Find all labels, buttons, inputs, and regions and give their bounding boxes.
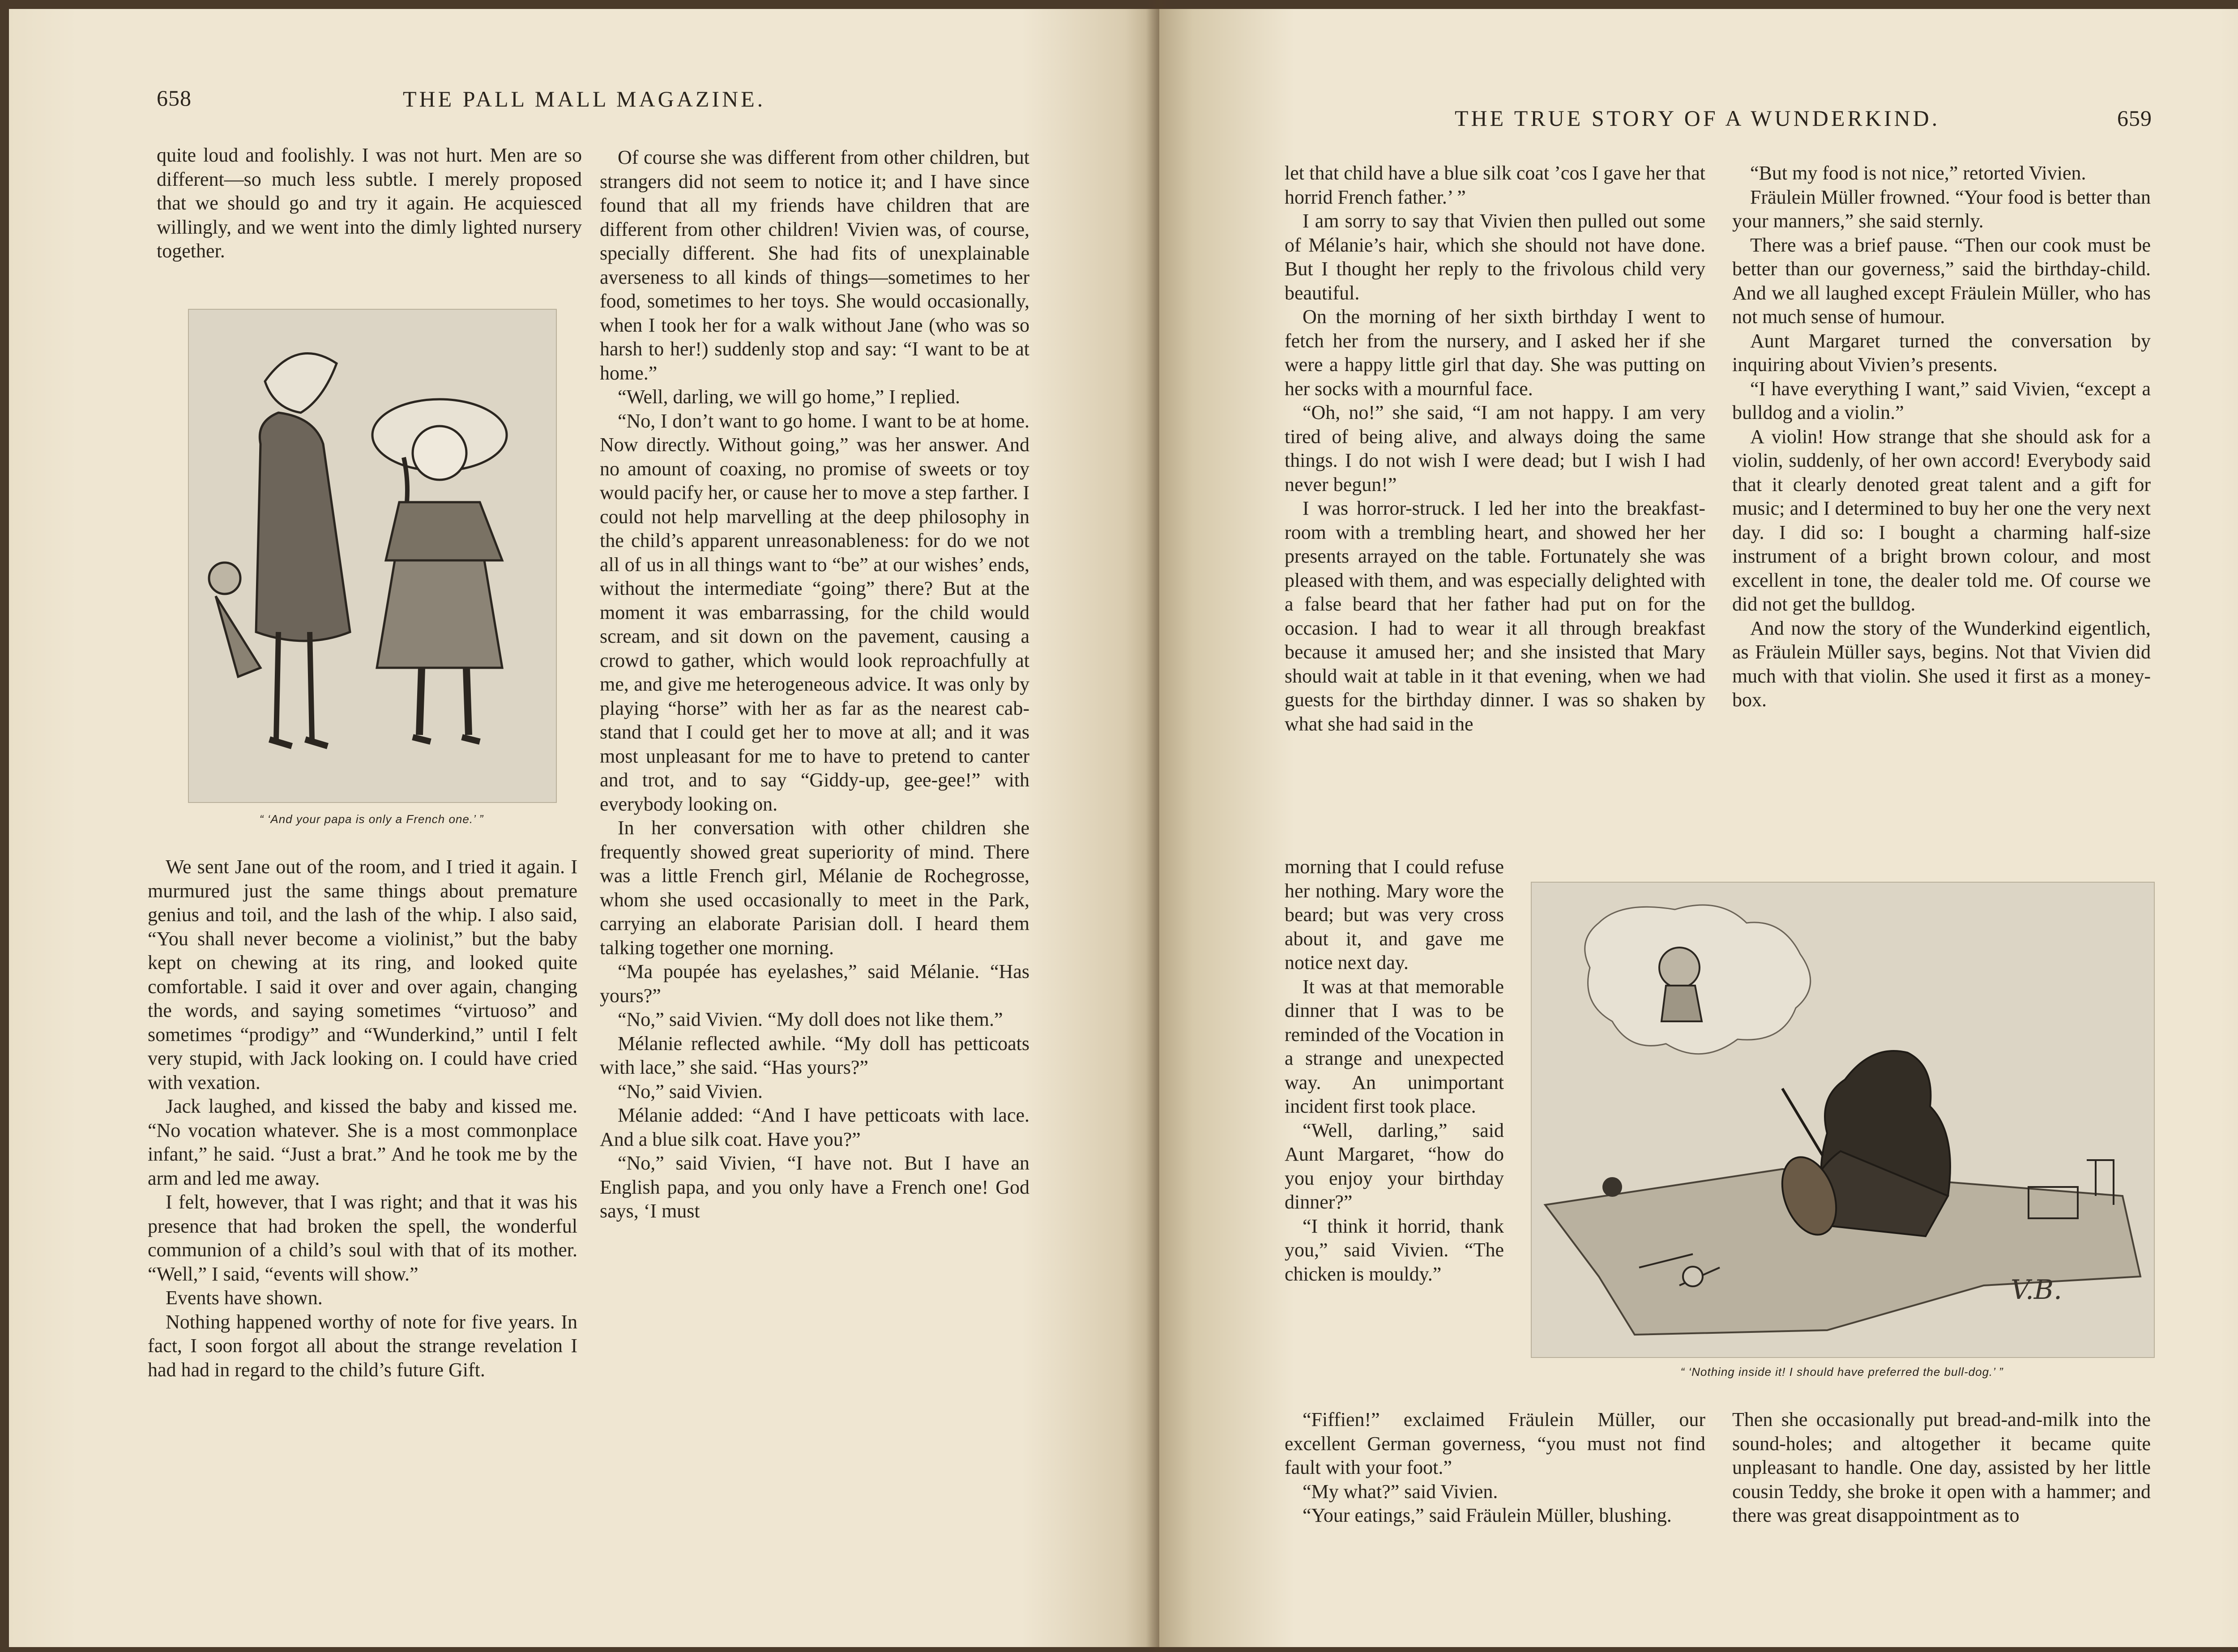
paragraph: “Ma poupée has eyelashes,” said Mélanie. “Has yours?” — [600, 960, 1029, 1007]
paragraph: “No,” said Vivien, “I have not. But I have an English papa, and you only have a French one! God says, ‘I must — [600, 1152, 1029, 1222]
girl-violin-drawing — [1532, 883, 2154, 1357]
running-head: THE TRUE STORY OF A WUNDERKIND. — [1455, 106, 1940, 131]
paragraph: I was horror-struck. I led her into the breakfast-room with a trembling heart, and showed her her presents arrayed on the table. Fortunately she was pleased with them, and was especially delighted with a false beard that her father had put on for the occasion. I had to wear it all through breakfast because it amused her; and she insisted that Mary should wait at table in it that evening, when we had guests for the birthday dinner. I was so shaken by what she had said in the — [1285, 497, 1705, 735]
paragraph: I am sorry to say that Vivien then pulled out some of Mélanie’s hair, which she should not have done. But I thought her reply to the frivolous child very beautiful. — [1285, 210, 1705, 304]
paragraph: Aunt Margaret turned the conversation by inquiring about Vivien’s presents. — [1732, 329, 2151, 376]
paragraph: Mélanie reflected awhile. “My doll has petticoats with lace,” she said. “Has yours?” — [600, 1032, 1029, 1078]
illustration-caption: “ ‘And your papa is only a French one.’ ” — [259, 812, 484, 826]
paragraph: Nothing happened worthy of note for five years. In fact, I soon forgot all about the strange revelation I had had in regard to the child’s future Gift. — [148, 1311, 577, 1381]
paragraph: “Well, darling, we will go home,” I replied. — [618, 386, 960, 408]
paragraph: Of course she was different from other children, but strangers did not seem to notice it; and I have since found that all my friends have children that are different from other children! Vivien was, of course, specially different. She had fits of unexplainable averseness to all kinds of things—sometimes to her food, sometimes to her toys. She would occasionally, when I took her for a walk without Jane (who was so harsh to her!) suddenly stop and say: “I want to be at home.” — [600, 146, 1029, 384]
page-number: 659 — [2117, 106, 2152, 131]
paragraph: “No,” said Vivien. “My doll does not like them.” — [618, 1008, 1003, 1030]
paragraph: “I have everything I want,” said Vivien, “except a bulldog and a violin.” — [1732, 377, 2151, 423]
paragraph: We sent Jane out of the room, and I tried it again. I murmured just the same things about premature genius and toil, and the lash of the whip. I also said, “You shall never become a violinist,” but the baby kept on chewing at its ring, and looked quite comfortable. I said it over and over again, changing the words, and saying sometimes “virtuoso” and sometimes “prodigy” and “Wunderkind,” until I felt very stupid, with Jack looking on. I could have cried with vexation. — [148, 856, 577, 1093]
paragraph: And now the story of the Wunderkind eigentlich, as Fräulein Müller says, begins. Not that Vivien did much with that violin. She used it first as a money-box. — [1732, 617, 2151, 711]
right-col2-bottom — [1732, 1408, 2151, 1528]
paragraph: “But my food is not nice,” retorted Vivien. — [1750, 162, 2086, 184]
left-col1-top — [157, 143, 582, 263]
paragraph: “No,” said Vivien. — [618, 1080, 763, 1102]
left-col2 — [600, 145, 1029, 1223]
paragraph: “I think it horrid, thank you,” said Vivien. “The chicken is mouldy.” — [1285, 1215, 1504, 1285]
illustration-signature: V.B. — [2011, 1274, 2063, 1306]
paragraph: let that child have a blue silk coat ’cos I gave her that horrid French father.’ ” — [1285, 162, 1705, 208]
right-col1-narrow — [1285, 855, 1504, 1286]
running-head: THE PALL MALL MAGAZINE. — [403, 86, 766, 111]
illustration-two-girls — [188, 309, 557, 803]
left-col1-bottom — [148, 855, 577, 1382]
paragraph: “No, I don’t want to go home. I want to be at home. Now directly. Without going,” was her answer. And no amount of coaxing, no promise of sweets or toy would pacify her, or cause her to move a step farther. I could not help marvelling at the deep philosophy in the child’s apparent unreasonableness: for do we not all of us in all things want to “be” at our wishes’ ends, without the intermediate “going” there? But at the moment it was embarrassing, for the child would scream, and sit down on the pavement, causing a crowd to gather, which would look reproachfully at me, and give me heterogeneous advice. It was only by playing “horse” with her as far as the nearest cab-stand that I could get her to move at all; and it was most unpleasant for me to have to pretend to canter and trot, and to say “Giddy-up, gee-gee!” with everybody looking on. — [600, 410, 1029, 815]
paragraph: In her conversation with other children she frequently showed great superiority of mind. There was a little French girl, Mélanie de Rochegrosse, whom she used occasionally to meet in the Park, carrying an elaborate Parisian doll. I heard them talking together one morning. — [600, 817, 1029, 959]
page-number: 658 — [157, 85, 192, 111]
paragraph: “Well, darling,” said Aunt Margaret, “how do you enjoy your birthday dinner?” — [1285, 1119, 1504, 1213]
illustration-caption: “ ‘Nothing inside it! I should have preferred the bull-dog.’ ” — [1680, 1365, 2003, 1379]
paragraph: “My what?” said Vivien. — [1303, 1480, 1498, 1503]
paragraph: I felt, however, that I was right; and that it was his presence that had broken the spell, the wonderful communion of a child’s soul with that of its mother. “Well,” I said, “events will show.” — [148, 1191, 577, 1285]
paragraph: There was a brief pause. “Then our cook must be better than our governess,” said the birthday-child. And we all laughed except Fräulein Müller, who has not much sense of humour. — [1732, 234, 2151, 328]
paragraph: Then she occasionally put bread-and-milk into the sound-holes; and altogether it became quite unpleasant to handle. One day, assisted by her little cousin Teddy, she broke it open with a hammer; and there was great disappointment as to — [1732, 1409, 2151, 1526]
two-girls-drawing — [189, 310, 556, 802]
paragraph: “Your eatings,” said Fräulein Müller, blushing. — [1303, 1504, 1672, 1526]
right-col2-top — [1732, 161, 2151, 712]
paragraph: Events have shown. — [166, 1287, 323, 1309]
right-page — [1159, 9, 2238, 1647]
paragraph: Mélanie added: “And I have petticoats with lace. And a blue silk coat. Have you?” — [600, 1104, 1029, 1150]
right-col1-bottom — [1285, 1408, 1705, 1528]
paragraph: quite loud and foolishly. I was not hurt. Men are so different—so much less subtle. I merely proposed that we should go and try it again. He acquiesced willingly, and we went into the dimly lighted nursery together. — [157, 144, 582, 262]
paragraph: morning that I could refuse her nothing. Mary wore the beard; but was very cross about it, and gave me notice next day. — [1285, 856, 1504, 973]
paragraph: On the morning of her sixth birthday I went to fetch her from the nursery, and I asked her if she were a happy little girl that day. She was putting on her socks with a mournful face. — [1285, 306, 1705, 400]
paragraph: Fräulein Müller frowned. “Your food is better than your manners,” she said sternly. — [1732, 186, 2151, 232]
paragraph: A violin! How strange that she should ask for a violin, suddenly, of her own accord! Everybody said that it clearly denoted great talent and a gift for music; and I determined to buy her one the very next day. I did so: I bought a charming half-size instrument of a bright brown colour, and most excellent in tone, the dealer told me. Of course we did not get the bulldog. — [1732, 425, 2151, 615]
left-page — [9, 9, 1159, 1647]
paragraph: “Oh, no!” she said, “I am not happy. I am very tired of being alive, and always doing the same things. I do not wish I were dead; but I wish I had never begun!” — [1285, 401, 1705, 495]
paragraph: Jack laughed, and kissed the baby and kissed me. “No vocation whatever. She is a most commonplace infant,” he said. “Just a brat.” And he took me by the arm and led me away. — [148, 1095, 577, 1189]
right-col1-top — [1285, 161, 1705, 736]
paragraph: It was at that memorable dinner that I was to be reminded of the Vocation in a strange and unexpected way. An unimportant incident first took place. — [1285, 975, 1504, 1117]
paragraph: “Fiffien!” exclaimed Fräulein Müller, our excellent German governess, “you must not find fault with your foot.” — [1285, 1409, 1705, 1478]
illustration-girl-violin — [1531, 882, 2155, 1358]
